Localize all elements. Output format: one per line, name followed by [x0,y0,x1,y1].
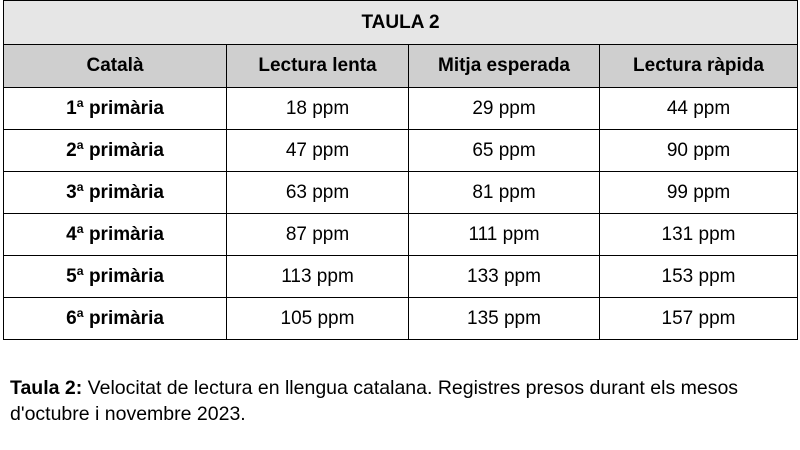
expected-reading-cell: 65 ppm [409,130,600,172]
grade-level-cell: 2ª primària [4,130,227,172]
slow-reading-cell: 63 ppm [227,172,409,214]
expected-reading-cell: 133 ppm [409,256,600,298]
fast-reading-cell: 99 ppm [600,172,798,214]
reading-speed-table [3,0,798,340]
table-caption [10,375,780,427]
slow-reading-cell: 87 ppm [227,214,409,256]
caption-text: Velocitat de lectura en llengua catalana. Registres presos durant els mesos d'octubre i novembre 2023. [10,377,739,425]
grade-level-cell: 1ª primària [4,88,227,130]
table-row [4,172,798,214]
table-header-row [4,45,798,88]
column-header-expected-average: Mitja esperada [409,45,600,88]
fast-reading-cell: 90 ppm [600,130,798,172]
slow-reading-cell: 18 ppm [227,88,409,130]
caption-label: Taula 2: [10,377,83,399]
table-row [4,298,798,340]
table-title: TAULA 2 [4,1,798,45]
expected-reading-cell: 111 ppm [409,214,600,256]
fast-reading-cell: 44 ppm [600,88,798,130]
fast-reading-cell: 131 ppm [600,214,798,256]
slow-reading-cell: 105 ppm [227,298,409,340]
grade-level-cell: 5ª primària [4,256,227,298]
column-header-language: Català [4,45,227,88]
fast-reading-cell: 153 ppm [600,256,798,298]
table-title-row [4,1,798,45]
grade-level-cell: 3ª primària [4,172,227,214]
slow-reading-cell: 113 ppm [227,256,409,298]
slow-reading-cell: 47 ppm [227,130,409,172]
column-header-fast-reading: Lectura ràpida [600,45,798,88]
table-row [4,256,798,298]
table-row [4,88,798,130]
table-row [4,214,798,256]
table-row [4,130,798,172]
fast-reading-cell: 157 ppm [600,298,798,340]
column-header-slow-reading: Lectura lenta [227,45,409,88]
expected-reading-cell: 29 ppm [409,88,600,130]
expected-reading-cell: 81 ppm [409,172,600,214]
expected-reading-cell: 135 ppm [409,298,600,340]
grade-level-cell: 6ª primària [4,298,227,340]
grade-level-cell: 4ª primària [4,214,227,256]
